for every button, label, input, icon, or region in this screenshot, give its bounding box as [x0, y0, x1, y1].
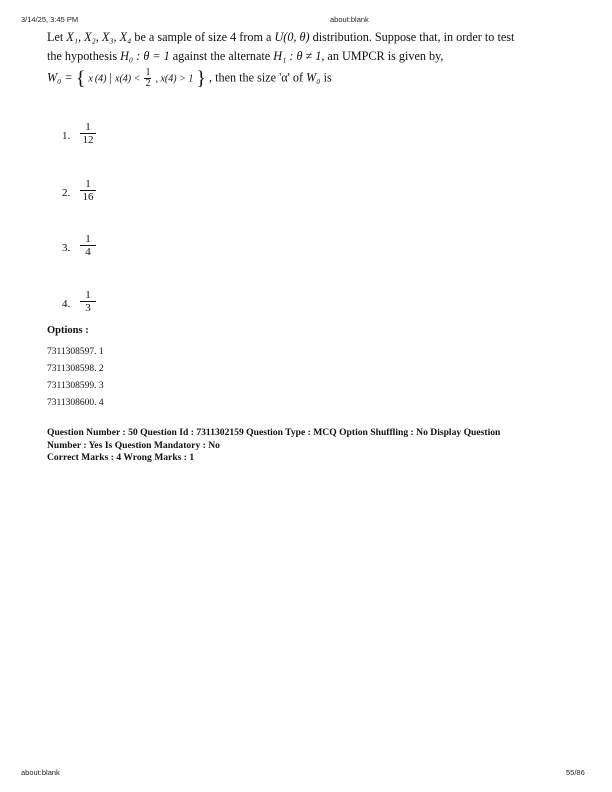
question-line-3: W₀ = { x (4) | x(4) < $\frac{1}{2}$ , x(4) > 1 } , then the size 'α' of W₀ is: [47, 67, 332, 90]
print-page-title: about:blank: [330, 15, 369, 24]
question-line-2: the hypothesis H₀ : θ = 1 against the alternate H₁ : θ ≠ 1, an UMPCR is given by,: [47, 49, 444, 63]
option-id: 7311308597. 1: [47, 347, 104, 357]
question-line-1: Let X₁, X₂, X₃, X₄ be a sample of size 4 from a U(0, θ) distribution. Suppose that, in order to test: [47, 30, 515, 44]
sample-variables: X₁, X₂, X₃, X₄: [66, 30, 132, 44]
footer-url: about:blank: [21, 768, 60, 777]
print-datetime: 3/14/25, 3:45 PM: [21, 15, 79, 24]
critical-region-symbol: W₀ =: [47, 70, 73, 85]
option-id: 7311308598. 2: [47, 364, 104, 374]
page-number: 55/86: [566, 768, 585, 777]
options-heading: Options :: [47, 325, 89, 336]
set-open-brace: {: [75, 67, 86, 90]
half-fraction: $\frac{1}{2}$: [145, 67, 151, 89]
option-id: 7311308599. 3: [47, 381, 104, 391]
question-metadata: Question Number : 50 Question Id : 7311302159 Question Type : MCQ Option Shuffling : No Display Question Number : Yes Is Question Mandatory : No Correct Marks : 4 Wrong Marks : 1: [47, 427, 501, 463]
option-id-list: [47, 344, 104, 412]
option-id: 7311308600. 4: [47, 398, 104, 408]
set-close-brace: }: [196, 67, 206, 90]
distribution: U(0, θ): [274, 30, 310, 44]
alternate-hypothesis: H₁ : θ ≠ 1,: [273, 49, 325, 63]
question-text: [47, 28, 587, 89]
null-hypothesis: H₀ : θ = 1: [120, 49, 170, 63]
